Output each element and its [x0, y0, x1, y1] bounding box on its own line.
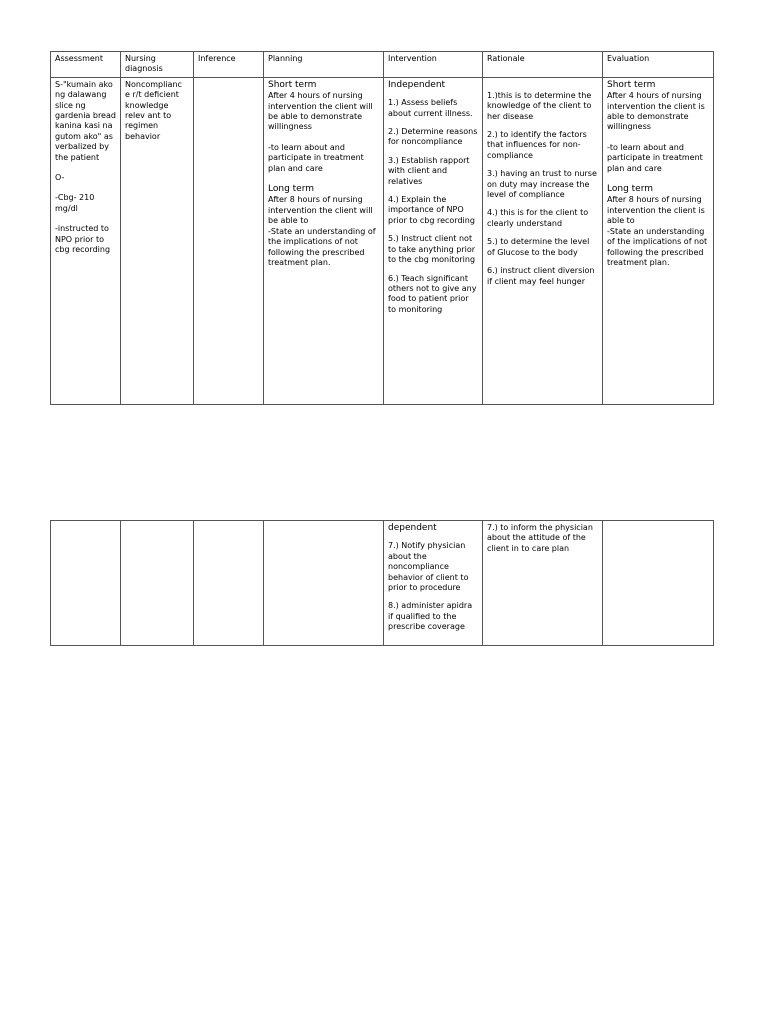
inference-cell	[194, 521, 264, 646]
care-plan-table-page2	[50, 520, 714, 646]
diagnosis-cell	[121, 77, 194, 404]
planning-long-term-text: After 8 hours of nursing intervention the client will be able to -State an understanding of the implications of not following the prescribed treatment plan.	[268, 195, 376, 267]
list-item: 1.)this is to determine the knowledge of the client to her disease	[487, 90, 592, 121]
header-inference: Inference	[194, 52, 264, 78]
header-assessment: Assessment	[51, 52, 121, 78]
npo-note: -instructed to NPO prior to cbg recording	[55, 224, 111, 255]
evaluation-long-term-text: After 8 hours of nursing intervention the client is able to -State an understanding of the implications of not following the prescribed treatment plan.	[607, 195, 708, 267]
intervention-dependent-label: dependent	[388, 523, 437, 533]
planning-short-term-label: Short term	[268, 79, 317, 90]
intervention-cell	[384, 521, 483, 646]
list-item: 6.) instruct client diversion if client may feel hunger	[487, 266, 595, 286]
evaluation-cell	[603, 521, 714, 646]
evaluation-short-term-text: After 4 hours of nursing intervention the client is able to demonstrate willingness	[607, 91, 705, 132]
list-item: 3.) having an trust to nurse on duty may increase the level of compliance	[487, 169, 597, 200]
table-row	[51, 77, 714, 404]
intervention-independent-label: Independent	[388, 79, 446, 90]
list-item: 4.) this is for the client to clearly understand	[487, 208, 589, 228]
planning-cell	[264, 521, 384, 646]
list-item: 7.) Notify physician about the noncompliance behavior of client to prior to procedure	[388, 541, 469, 593]
list-item: 2.) to identify the factors that influences for non-compliance	[487, 130, 587, 160]
list-item: 1.) Assess beliefs about current illness.	[388, 98, 473, 118]
subjective-data: S-"kumain ako ng dalawang slice ng gardenia bread kanina kasi na gutom ako" as verbalized by the patient	[55, 79, 116, 162]
list-item: 7.) to inform the physician about the attitude of the client in to care plan	[487, 523, 593, 553]
cbg-value: -Cbg- 210 mg/dl	[55, 193, 95, 213]
list-item: 4.) Explain the importance of NPO prior to cbg recording	[388, 195, 475, 225]
list-item: 2.) Determine reasons for noncompliance	[388, 127, 478, 147]
evaluation-short-term-goal: -to learn about and participate in treatment plan and care	[607, 142, 703, 173]
header-nursing-diagnosis: Nursing diagnosis	[121, 52, 194, 78]
evaluation-long-term-label: Long term	[607, 184, 654, 195]
planning-short-term-goal: -to learn about and participate in treatment plan and care	[268, 142, 364, 173]
planning-cell	[264, 77, 384, 404]
diagnosis-cell	[121, 521, 194, 646]
list-item: 8.) administer apidra if qualified to the prescribe coverage	[388, 601, 473, 632]
header-rationale: Rationale	[483, 52, 603, 78]
table-row	[51, 521, 714, 646]
list-item: 5.) to determine the level of Glucose to the body	[487, 237, 590, 257]
planning-short-term-text: After 4 hours of nursing intervention the client will be able to demonstrate willingness	[268, 91, 373, 132]
objective-label: O-	[55, 173, 65, 183]
care-plan-table-page1	[50, 51, 714, 405]
nursing-diagnosis-text: Noncomplianc e r/t deficient knowledge relev ant to regimen behavior	[125, 79, 182, 141]
list-item: 3.) Establish rapport with client and relatives	[388, 155, 470, 186]
list-item: 6.) Teach significant others not to give any food to patient prior to monitoring	[388, 273, 477, 314]
inference-cell	[194, 77, 264, 404]
rationale-cell	[483, 77, 603, 404]
intervention-cell	[384, 77, 483, 404]
table-header-row	[51, 52, 714, 78]
list-item: 5.) Instruct client not to take anything prior to the cbg monitoring	[388, 234, 476, 265]
evaluation-short-term-label: Short term	[607, 79, 656, 90]
header-planning: Planning	[264, 52, 384, 78]
assessment-cell	[51, 77, 121, 404]
rationale-cell	[483, 521, 603, 646]
header-evaluation: Evaluation	[603, 52, 714, 78]
assessment-cell	[51, 521, 121, 646]
header-intervention: Intervention	[384, 52, 483, 78]
evaluation-cell	[603, 77, 714, 404]
planning-long-term-label: Long term	[268, 184, 315, 195]
